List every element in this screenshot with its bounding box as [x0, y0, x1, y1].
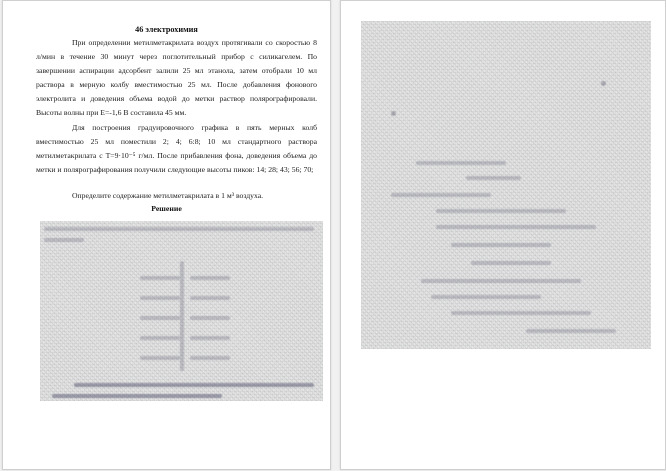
solution-heading: Решение: [151, 204, 182, 213]
solution-scan-image-2: [361, 21, 651, 349]
document-title: 46 электрохимия: [135, 25, 198, 34]
paragraph-3: Определите содержание метилметакрилата в 1 м³ воздуха.: [72, 191, 264, 200]
page-1: [2, 0, 331, 470]
solution-scan-image-1: [40, 221, 323, 401]
page-2: [340, 0, 666, 470]
paragraph-1: При определении метилметакрилата воздух протягивали со скоростью 8 л/мин в течение 30 минут через поглотительный прибор с силикагелем. По завершении аспирации адсорбент залили 25 мл этанола, затем отобрали 10 мл раствора в мерную колбу вместимостью 25 мл. После добавления фонового электролита и доведения объема водой до метки раствор полярографировали. Высоты волны при E=-1,6 В составила 45 мм.: [36, 38, 317, 117]
paragraph-2: Для построения градуировочного графика в пять мерных колб вместимостью 25 мл поместили 2; 4; 6:8; 10 мл стандартного раствора метилметакрилата с T=9·10⁻⁵ г/мл. После прибавления фона, доведения объема до метки и полярографирования получили следующие высоты пиков: 14; 28; 43; 56; 70;: [36, 123, 317, 174]
